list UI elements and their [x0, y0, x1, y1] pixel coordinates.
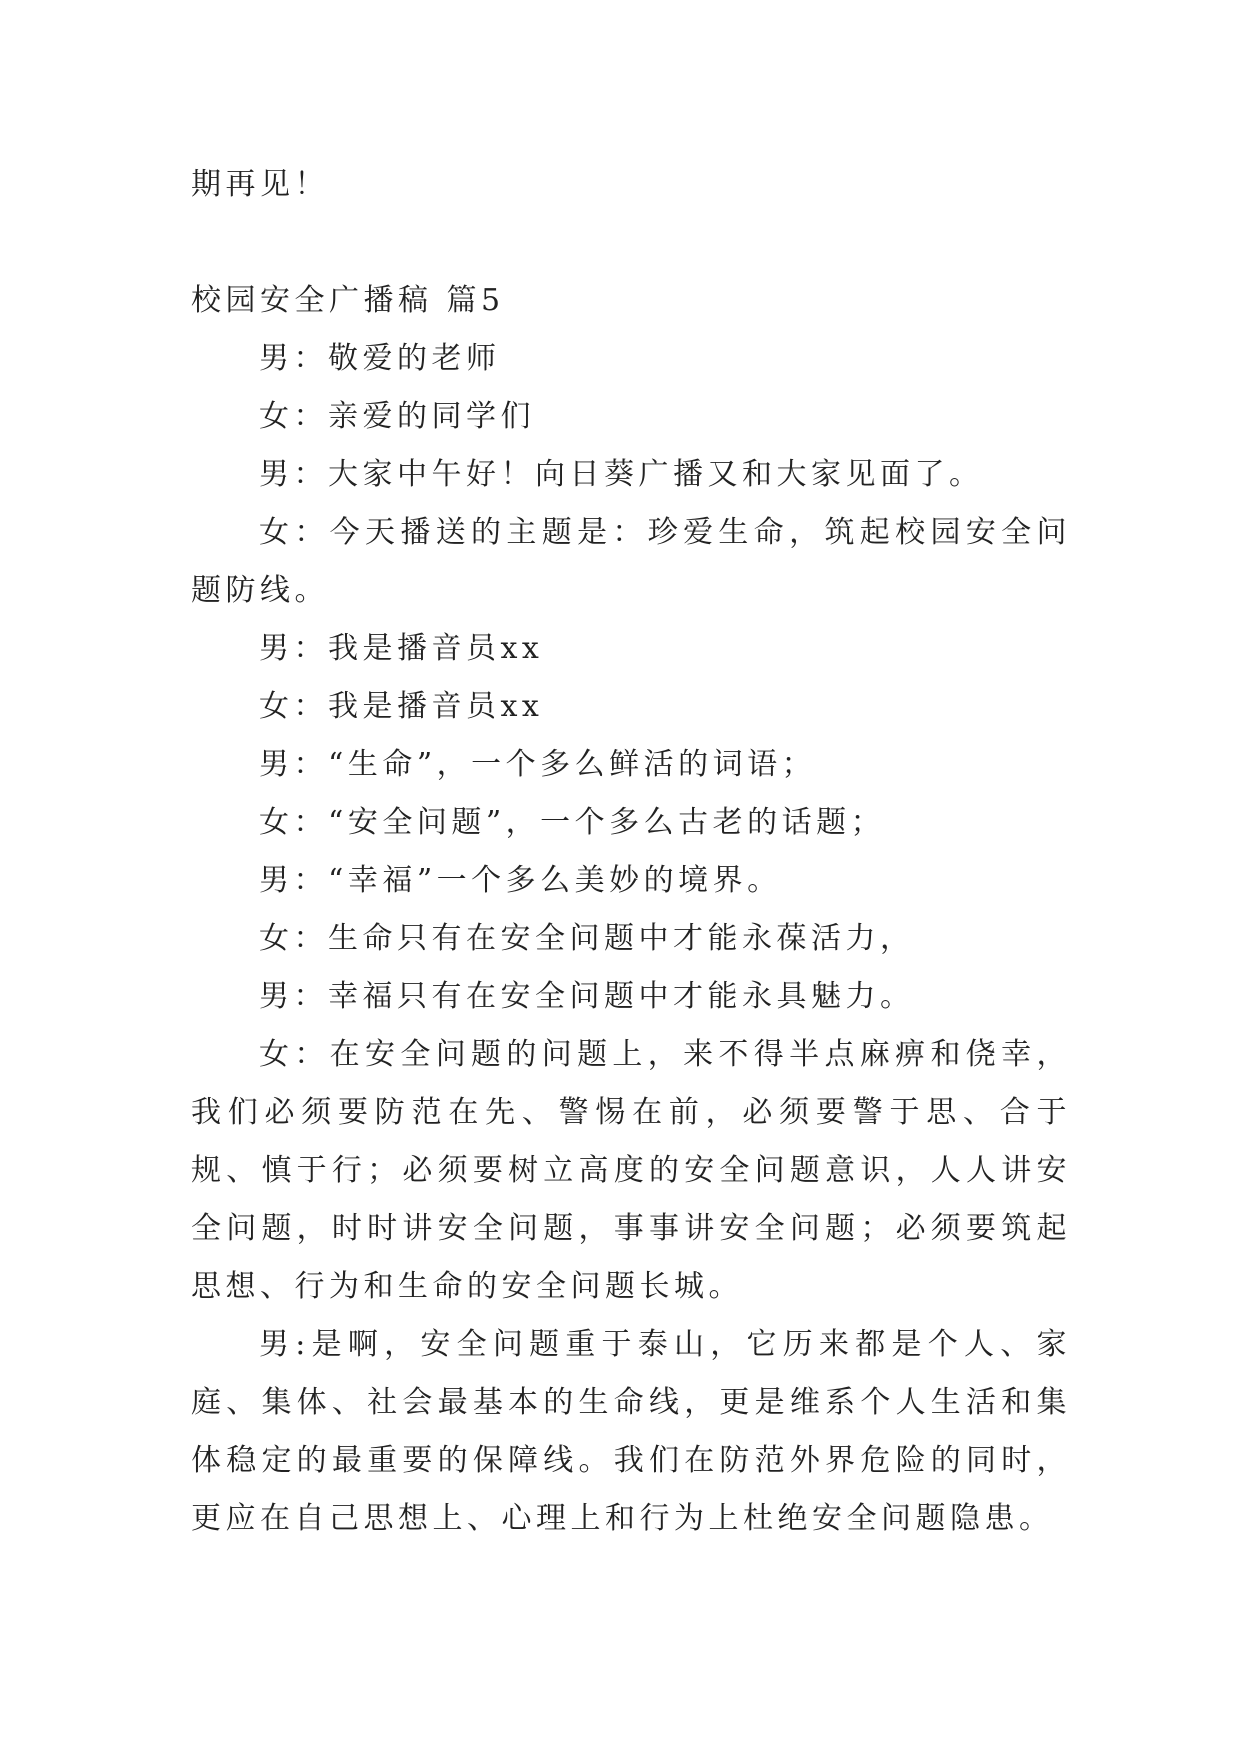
document-body [191, 156, 1071, 1548]
dialogue-line: 男：幸福只有在安全问题中才能永具魅力。 [259, 979, 915, 1014]
dialogue-line: 男：“生命”，一个多么鲜活的词语； [259, 747, 817, 782]
dialogue-line: 男：“幸福”一个多么美妙的境界。 [259, 863, 782, 898]
dialogue-paragraph: 女：在安全问题的问题上，来不得半点麻痹和侥幸，我们必须要防范在先、警惕在前，必须要警于思、合于规、慎于行；必须要树立高度的安全问题意识，人人讲安全问题，时时讲安全问题，事事讲安全问题；必须要筑起思想、行为和生命的安全问题长城。 [191, 1037, 1071, 1304]
dialogue-line: 男：敬爱的老师 [259, 341, 501, 376]
dialogue-line: 女：亲爱的同学们 [259, 399, 535, 434]
section-title: 校园安全广播稿 篇5 [191, 283, 505, 318]
dialogue-line: 女：今天播送的主题是：珍爱生命，筑起校园安全问题防线。 [191, 515, 1071, 608]
dialogue-line: 女：我是播音员xx [259, 689, 544, 724]
dialogue-line: 女：“安全问题”，一个多么古老的话题； [259, 805, 886, 840]
dialogue-paragraph: 男:是啊，安全问题重于泰山，它历来都是个人、家庭、集体、社会最基本的生命线，更是维系个人生活和集体稳定的最重要的保障线。我们在防范外界危险的同时，更应在自己思想上、心理上和行为上杜绝安全问题隐患。 [191, 1327, 1071, 1536]
dialogue-line: 男：我是播音员xx [259, 631, 544, 666]
dialogue-line: 女：生命只有在安全问题中才能永葆活力， [259, 921, 915, 956]
continuation-text: 期再见！ [191, 167, 329, 202]
dialogue-line: 男：大家中午好！向日葵广播又和大家见面了。 [259, 457, 984, 492]
